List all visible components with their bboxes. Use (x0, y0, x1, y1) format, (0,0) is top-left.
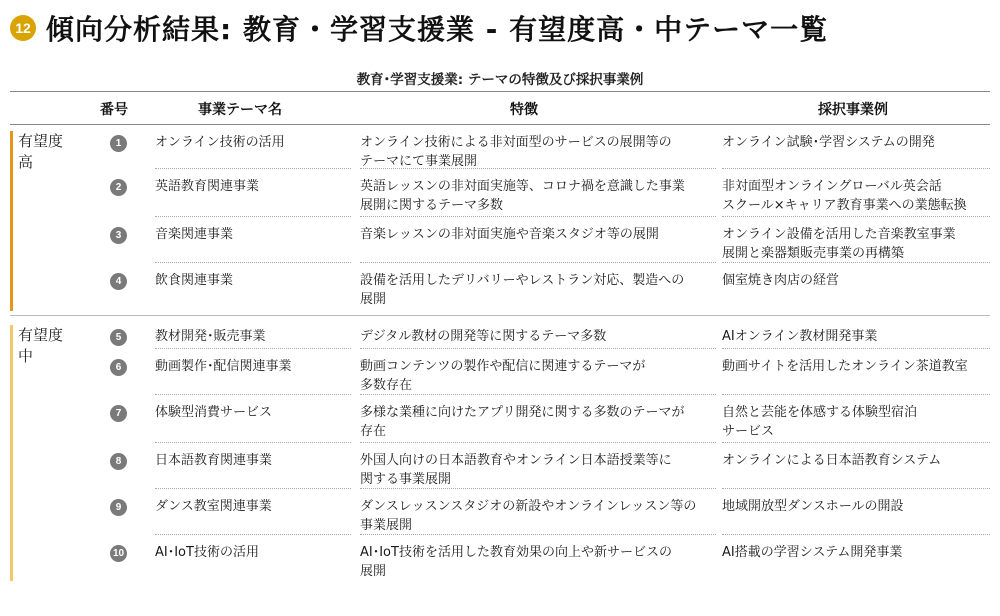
column-header-example: 採択事業例 (818, 102, 888, 118)
example-cell: オンラインによる日本語教育システム (722, 453, 942, 468)
table-row (10, 125, 990, 169)
row-number-badge: 7 (110, 405, 127, 422)
feature-cell: オンライン技術による非対面型のサービスの展開等の テーマにて事業展開 (360, 135, 672, 169)
example-cell: 個室焼き肉店の経営 (722, 273, 840, 288)
feature-cell: 音楽レッスンの非対面実施や音楽スタジオ等の展開 (360, 227, 659, 242)
feature-cell: 設備を活用したデリバリーやレストラン対応、製造への 展開 (360, 273, 685, 307)
theme-name-cell: 日本語教育関連事業 (155, 453, 273, 468)
theme-name-cell: 音楽関連事業 (155, 227, 234, 242)
row-number-badge: 5 (110, 329, 127, 346)
theme-name-cell: 体験型消費サービス (155, 405, 273, 420)
group-indicator-bar (10, 131, 13, 311)
feature-cell: 外国人向けの日本語教育やオンライン日本語授業等に 関する事業展開 (360, 453, 672, 487)
example-cell: AIオンライン教材開発事業 (722, 329, 878, 344)
row-number-badge: 4 (110, 273, 127, 290)
feature-cell: 動画コンテンツの製作や配信に関連するテーマが 多数存在 (360, 359, 646, 393)
table-row (10, 395, 990, 443)
theme-name-cell: オンライン技術の活用 (155, 135, 285, 150)
column-header-number: 番号 (100, 102, 128, 118)
group-label: 有望度 中 (18, 326, 64, 365)
theme-name-cell: 英語教育関連事業 (155, 179, 260, 194)
table-row (10, 263, 990, 311)
table-row (10, 349, 990, 395)
table-row (10, 217, 990, 263)
table-row (10, 443, 990, 489)
theme-table (10, 91, 990, 581)
feature-cell: AI･IoT技術を活用した教育効果の向上や新サービスの 展開 (360, 545, 672, 579)
column-header-feature: 特徴 (510, 102, 538, 118)
row-number-badge: 10 (110, 545, 127, 562)
theme-name-cell: 教材開発･販売事業 (155, 329, 266, 344)
feature-cell: デジタル教材の開発等に関するテーマ多数 (360, 329, 607, 344)
example-cell: 動画サイトを活用したオンライン茶道教室 (722, 359, 968, 374)
table-header-row (10, 91, 990, 125)
theme-name-cell: 動画製作･配信関連事業 (155, 359, 292, 374)
row-number-badge: 3 (110, 227, 127, 244)
feature-cell: ダンスレッスンスタジオの新設やオンラインレッスン等の 事業展開 (360, 499, 697, 533)
table-row (10, 169, 990, 217)
table-row (10, 319, 990, 349)
page-header (10, 6, 828, 50)
theme-name-cell: AI･IoT技術の活用 (155, 545, 259, 560)
table-caption: 教育･学習支援業: テーマの特徴及び採択事業例 (356, 72, 644, 88)
page-title: 傾向分析結果: 教育・学習支援業 - 有望度高・中テーマ一覧 (46, 13, 829, 46)
feature-cell: 多様な業種に向けたアプリ開発に関する多数のテーマが 存在 (360, 405, 685, 439)
example-cell: AI搭載の学習システム開発事業 (722, 545, 903, 560)
column-header-theme-name: 事業テーマ名 (198, 102, 282, 118)
theme-name-cell: 飲食関連事業 (155, 273, 234, 288)
section-number-badge: 12 (10, 15, 36, 41)
example-cell: 自然と芸能を体感する体験型宿泊 サービス (722, 405, 918, 439)
row-number-badge: 1 (110, 135, 127, 152)
example-cell: オンライン設備を活用した音楽教室事業 展開と楽器類販売事業の再構築 (722, 227, 956, 261)
row-number-badge: 6 (110, 359, 127, 376)
theme-name-cell: ダンス教室関連事業 (155, 499, 272, 514)
group-indicator-bar (10, 325, 13, 581)
table-row (10, 489, 990, 535)
example-cell: オンライン試験･学習システムの開発 (722, 135, 935, 150)
table-row (10, 535, 990, 581)
row-number-badge: 8 (110, 453, 127, 470)
table-body (10, 125, 990, 581)
feature-cell: 英語レッスンの非対面実施等、コロナ禍を意識した事業 展開に関するテーマ多数 (360, 179, 685, 213)
row-number-badge: 2 (110, 179, 127, 196)
example-cell: 地域開放型ダンスホールの開設 (722, 499, 904, 514)
example-cell: 非対面型オンライングローバル英会話 スクール×キャリア教育事業への業態転換 (722, 179, 967, 213)
group-divider (10, 315, 990, 316)
row-number-badge: 9 (110, 499, 127, 516)
group-label: 有望度 高 (18, 132, 64, 171)
